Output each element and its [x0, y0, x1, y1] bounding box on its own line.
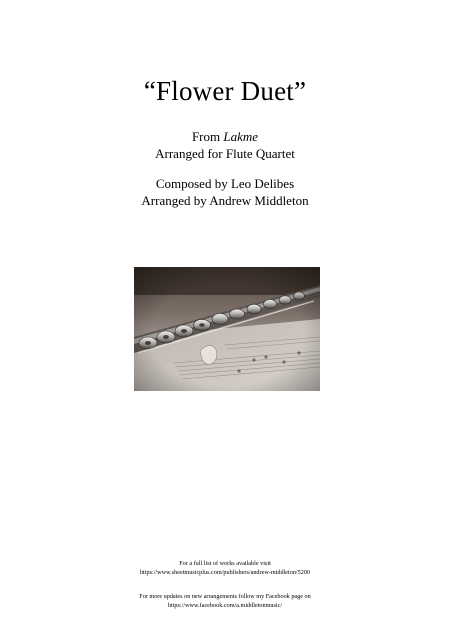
credits: [0, 175, 450, 209]
flute-photo: [134, 267, 320, 391]
works-link[interactable]: https://www.sheetmusicplus.com/publishers/andrew-middleton/5200: [139, 568, 311, 576]
arranger-line: Arranged by Andrew Middleton: [141, 193, 309, 208]
score-title: “Flower Duet”: [143, 76, 307, 106]
from-line: [0, 128, 450, 145]
work-info: [0, 128, 450, 162]
updates-text: For more updates on new arrangements follow my Facebook page on: [139, 593, 311, 600]
works-text: For a full list of works available visit: [179, 560, 271, 567]
from-prefix: From: [191, 129, 224, 144]
updates-info: [0, 593, 450, 610]
arranged-for-line: Arranged for Flute Quartet: [155, 146, 295, 161]
works-info: [0, 560, 450, 577]
facebook-link[interactable]: https://www.facebook.com/a.middletonmusic/: [167, 601, 283, 609]
opera-name: Lakme: [223, 129, 259, 144]
composer-line: Composed by Leo Delibes: [155, 176, 295, 191]
